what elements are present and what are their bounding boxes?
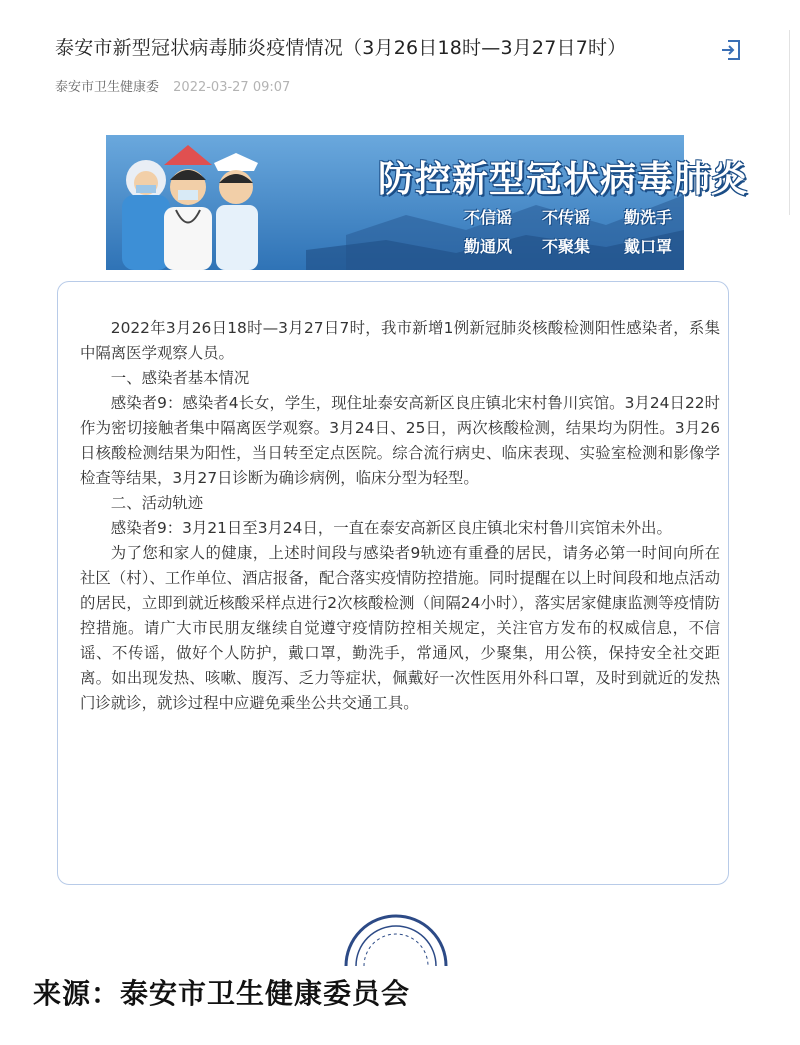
article-source[interactable]: 泰安市卫生健康委 bbox=[55, 80, 160, 95]
epidemic-banner bbox=[106, 135, 749, 270]
banner-slogan: 戴口罩 bbox=[624, 237, 673, 256]
body-paragraph: 2022年3月26日18时—3月27日7时，我市新增1例新冠肺炎核酸检测阳性感染者，系集中隔离医学观察人员。 bbox=[80, 319, 720, 362]
banner-slogan: 不传谣 bbox=[542, 208, 591, 227]
article-date: 2022-03-27 09:07 bbox=[173, 80, 291, 95]
body-paragraph: 为了您和家人的健康，上述时间段与感染者9轨迹有重叠的居民，请务必第一时间向所在社区（村）、工作单位、酒店报备，配合落实疫情防控措施。同时提醒在以上时间段和地点活动的居民，立即到就近核酸采样点进行2次核酸检测（间隔24小时），落实居家健康监测等疫情防控措施。请广大市民朋友继续自觉遵守疫情防控相关规定，关注官方发布的权威信息，不信谣、不传谣，做好个人防护，戴口罩，勤洗手，常通风，少聚集，用公筷，保持安全社交距离。如出现发热、咳嗽、腹泻、乏力等症状，佩戴好一次性医用外科口罩，及时到就近的发热门诊就诊，就诊过程中应避免乘坐公共交通工具。 bbox=[80, 544, 720, 712]
body-paragraph: 感染者9：3月21日至3月24日，一直在泰安高新区良庄镇北宋村鲁川宾馆未外出。 bbox=[110, 519, 672, 537]
body-paragraph: 感染者9：感染者4长女，学生，现住址泰安高新区良庄镇北宋村鲁川宾馆。3月24日22时作为密切接触者集中隔离医学观察。3月24日、25日，两次核酸检测，结果均为阴性。3月26日核酸检测结果为阳性，当日转至定点医院。综合流行病史、临床表现、实验室检测和影像学检查等结果，3月27日诊断为确诊病例，临床分型为轻型。 bbox=[80, 394, 720, 487]
exit-icon[interactable] bbox=[719, 38, 743, 62]
scrollbar-edge bbox=[789, 30, 790, 215]
source-caption: 来源：泰安市卫生健康委员会 bbox=[33, 977, 411, 1010]
article-body bbox=[80, 316, 720, 716]
section-heading: 二、活动轨迹 bbox=[110, 494, 204, 512]
banner-title: 防控新型冠状病毒肺炎 bbox=[378, 158, 749, 200]
article-title: 泰安市新型冠状病毒肺炎疫情情况（3月26日18时—3月27日7时） bbox=[55, 37, 627, 59]
banner-slogan: 不聚集 bbox=[542, 237, 591, 256]
article-meta bbox=[55, 76, 290, 95]
banner-slogan: 不信谣 bbox=[464, 208, 513, 227]
seal-logo bbox=[338, 936, 454, 966]
banner-slogan: 勤通风 bbox=[464, 237, 513, 256]
banner-slogan: 勤洗手 bbox=[624, 208, 673, 227]
section-heading: 一、感染者基本情况 bbox=[110, 369, 250, 387]
